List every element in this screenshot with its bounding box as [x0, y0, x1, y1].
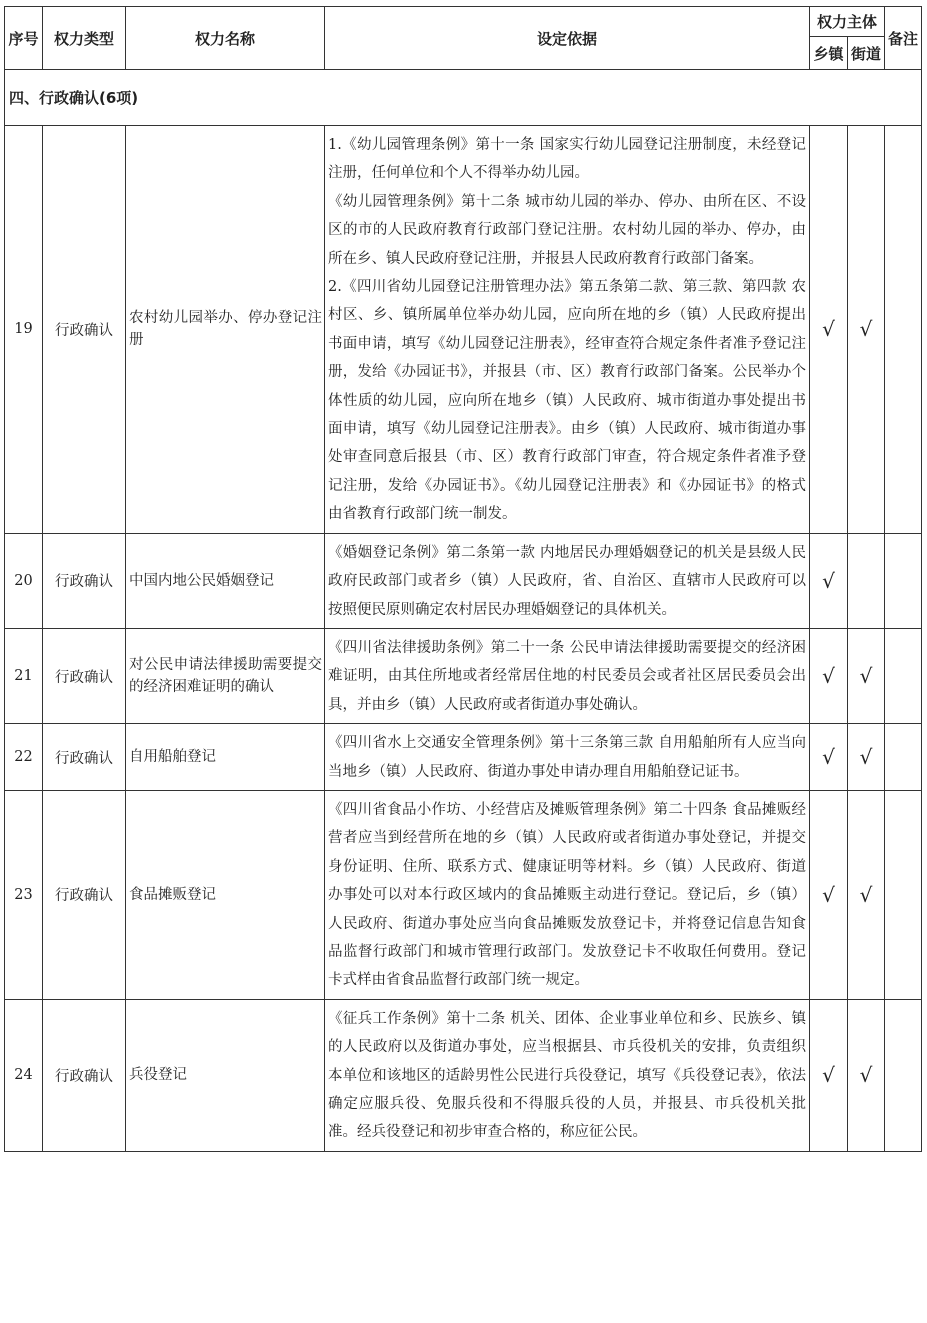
row-basis	[325, 790, 810, 999]
row-remarks	[885, 999, 922, 1151]
table-row	[5, 533, 922, 628]
row-remarks	[885, 628, 922, 723]
row-type: 行政确认	[43, 724, 126, 791]
header-type: 权力类型	[43, 7, 126, 70]
row-seq: 19	[5, 126, 43, 534]
header-seq: 序号	[5, 7, 43, 70]
header-subject: 权力主体	[810, 7, 885, 37]
section-row	[5, 70, 922, 126]
row-basis	[325, 628, 810, 723]
row-basis	[325, 999, 810, 1151]
row-basis	[325, 724, 810, 791]
basis-paragraph: 《四川省食品小作坊、小经营店及摊贩管理条例》第二十四条 食品摊贩经营者应当到经营所在地的乡（镇）人民政府或者街道办事处登记，并提交身份证明、住所、联系方式、健康证明等材料。乡（镇）人民政府、街道办事处可以对本行政区域内的食品摊贩主动进行登记。登记后，乡（镇）人民政府、街道办事处应当向食品摊贩发放登记卡，并将登记信息告知食品监督行政部门和城市管理行政部门。发放登记卡不收取任何费用。登记卡式样由省食品监督行政部门统一规定。	[328, 801, 806, 989]
row-name: 农村幼儿园举办、停办登记注册	[126, 126, 325, 534]
basis-paragraph: 《幼儿园管理条例》第十二条 城市幼儿园的举办、停办、由所在区、不设区的市的人民政府教育行政部门登记注册。农村幼儿园的举办、停办，由所在乡、镇人民政府登记注册，并报县人民政府教育行政部门备案。	[328, 193, 806, 267]
row-name: 中国内地公民婚姻登记	[126, 533, 325, 628]
town-check-mark: √	[810, 533, 848, 628]
row-remarks	[885, 126, 922, 534]
basis-paragraph: 2.《四川省幼儿园登记注册管理办法》第五条第二款、第三款、第四款 农村区、乡、镇所属单位举办幼儿园，应向所在地的乡（镇）人民政府提出书面申请，填写《幼儿园登记注册表》，经审查符合规定条件者准予登记注册，发给《办园证书》，并报县（市、区）教育行政部门备案。公民举办个体性质的幼儿园，应向所在地乡（镇）人民政府、城市街道办事处提出书面申请，填写《幼儿园登记注册表》。由乡（镇）人民政府、城市街道办事处审查同意后报县（市、区）教育行政部门审查，符合规定条件者准予登记注册，发给《办园证书》。《幼儿园登记注册表》和《办园证书》的格式由省教育行政部门统一制发。	[328, 279, 806, 523]
town-check-mark: √	[810, 628, 848, 723]
street-check-mark: √	[848, 790, 885, 999]
row-name: 食品摊贩登记	[126, 790, 325, 999]
row-remarks	[885, 724, 922, 791]
row-seq: 24	[5, 999, 43, 1151]
street-check-mark: √	[848, 126, 885, 534]
street-check-mark: √	[848, 724, 885, 791]
town-check-mark: √	[810, 790, 848, 999]
row-name: 兵役登记	[126, 999, 325, 1151]
row-seq: 21	[5, 628, 43, 723]
row-type: 行政确认	[43, 790, 126, 999]
town-check-mark: √	[810, 724, 848, 791]
row-name: 自用船舶登记	[126, 724, 325, 791]
table-row	[5, 999, 922, 1151]
table-row	[5, 790, 922, 999]
power-list-table	[4, 6, 922, 1152]
header-row-1	[5, 7, 922, 37]
row-type: 行政确认	[43, 126, 126, 534]
section-title: 四、行政确认(6项)	[5, 70, 922, 126]
street-check-mark	[848, 533, 885, 628]
header-town: 乡镇	[810, 37, 848, 70]
table-row	[5, 628, 922, 723]
row-remarks	[885, 790, 922, 999]
row-type: 行政确认	[43, 999, 126, 1151]
header-basis: 设定依据	[325, 7, 810, 70]
row-type: 行政确认	[43, 628, 126, 723]
basis-paragraph: 《征兵工作条例》第十二条 机关、团体、企业事业单位和乡、民族乡、镇的人民政府以及街道办事处，应当根据县、市兵役机关的安排，负责组织本单位和该地区的适龄男性公民进行兵役登记，填写《兵役登记表》，依法确定应服兵役、免服兵役和不得服兵役的人员，并报县、市兵役机关批准。经兵役登记和初步审查合格的，称应征公民。	[328, 1010, 806, 1141]
basis-paragraph: 1.《幼儿园管理条例》第十一条 国家实行幼儿园登记注册制度，未经登记注册，任何单位和个人不得举办幼儿园。	[328, 137, 806, 182]
row-seq: 23	[5, 790, 43, 999]
row-name: 对公民申请法律援助需要提交的经济困难证明的确认	[126, 628, 325, 723]
header-street: 街道	[848, 37, 885, 70]
street-check-mark: √	[848, 628, 885, 723]
row-seq: 20	[5, 533, 43, 628]
row-remarks	[885, 533, 922, 628]
basis-paragraph: 《四川省法律援助条例》第二十一条 公民申请法律援助需要提交的经济困难证明，由其住所地或者经常居住地的村民委员会或者社区居民委员会出具，并由乡（镇）人民政府或者街道办事处确认。	[328, 639, 806, 713]
header-remarks: 备注	[885, 7, 922, 70]
row-basis	[325, 533, 810, 628]
row-seq: 22	[5, 724, 43, 791]
header-name: 权力名称	[126, 7, 325, 70]
basis-paragraph: 《四川省水上交通安全管理条例》第十三条第三款 自用船舶所有人应当向当地乡（镇）人民政府、街道办事处申请办理自用船舶登记证书。	[328, 735, 806, 780]
table-row	[5, 724, 922, 791]
row-basis	[325, 126, 810, 534]
row-type: 行政确认	[43, 533, 126, 628]
town-check-mark: √	[810, 126, 848, 534]
basis-paragraph: 《婚姻登记条例》第二条第一款 内地居民办理婚姻登记的机关是县级人民政府民政部门或者乡（镇）人民政府，省、自治区、直辖市人民政府可以按照便民原则确定农村居民办理婚姻登记的具体机关。	[328, 544, 806, 618]
table-row	[5, 126, 922, 534]
street-check-mark: √	[848, 999, 885, 1151]
town-check-mark: √	[810, 999, 848, 1151]
